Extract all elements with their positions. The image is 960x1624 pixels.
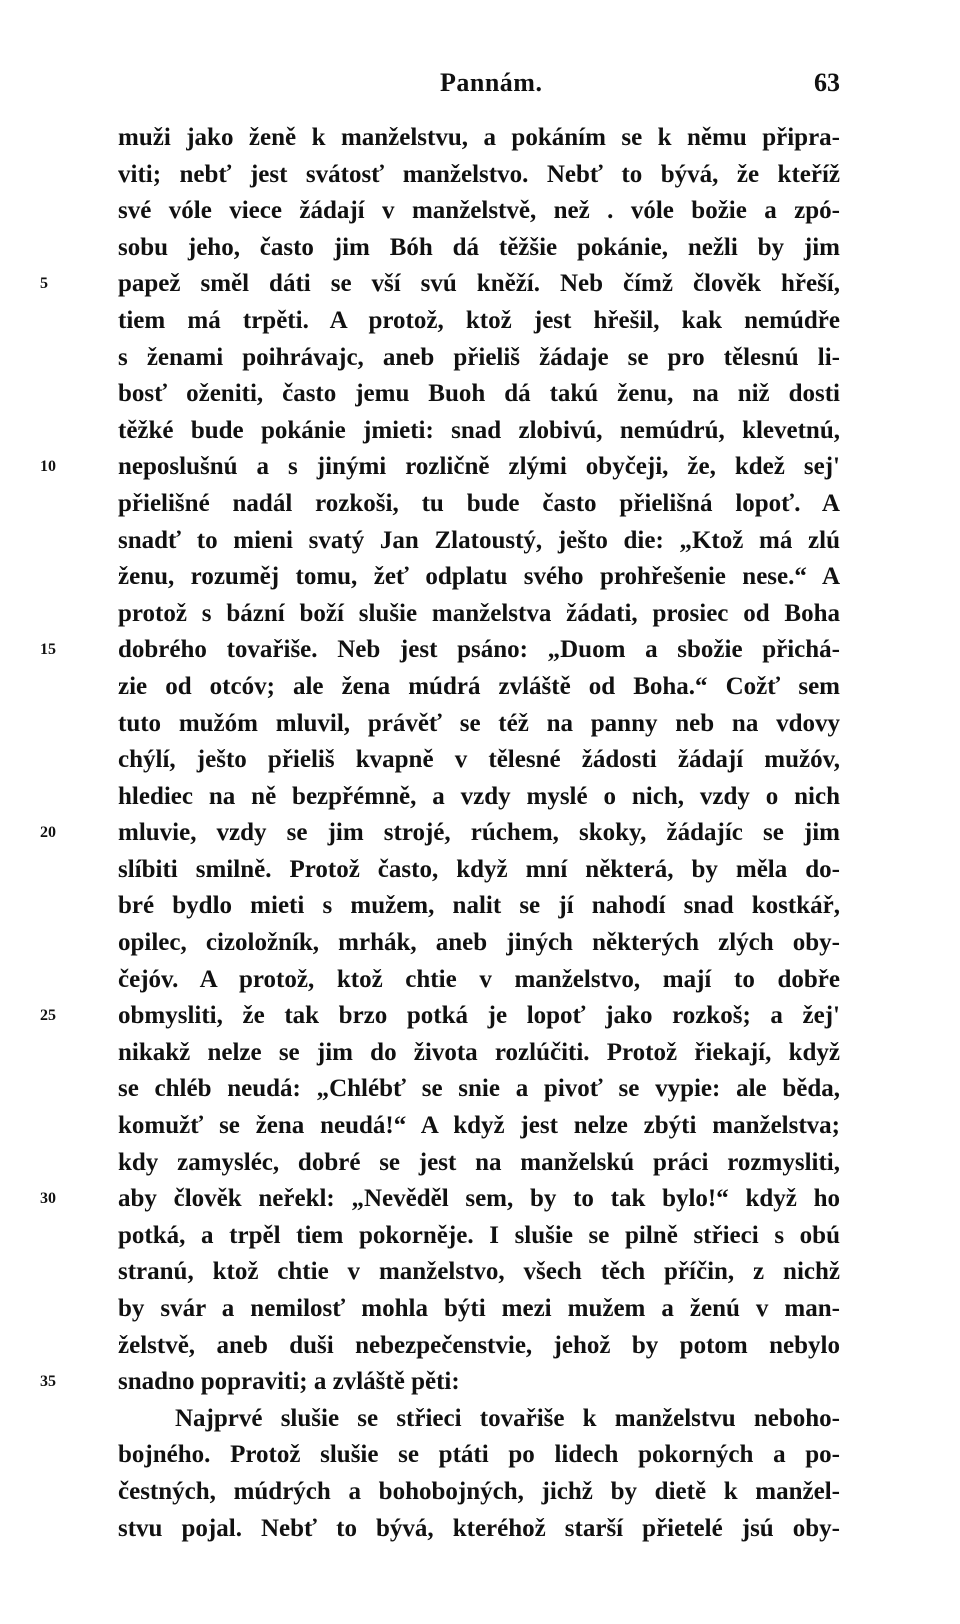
text-line bbox=[0, 632, 960, 669]
line-text: tiem má trpěti. A protož, ktož jest hřešil, kak nemúdře bbox=[118, 306, 840, 334]
line-text: chýlí, ješto přieliš kvapně v tělesné žádosti žádají mužóv, bbox=[118, 746, 840, 774]
text-line bbox=[0, 193, 960, 230]
line-text: kdy zamysléc, dobré se jest na manželskú práci rozmysliti, bbox=[118, 1148, 840, 1176]
line-text: s ženami poihrávajc, aneb přieliš žádaje se pro tělesnú li- bbox=[118, 343, 840, 371]
line-text: snadť to mieni svatý Jan Zlatoustý, ješto die: „Ktož má zlú bbox=[118, 526, 840, 554]
text-line bbox=[0, 120, 960, 157]
line-text: bojného. Protož slušie se ptáti po lidech pokorných a po- bbox=[118, 1441, 840, 1469]
line-text: viti; nebť jest svátosť manželstvo. Nebť to bývá, že kteříž bbox=[118, 160, 840, 188]
line-text: stvu pojal. Nebť to bývá, kteréhož starší přietelé jsú oby- bbox=[118, 1514, 840, 1542]
text-line bbox=[0, 1145, 960, 1182]
text-line bbox=[0, 925, 960, 962]
text-line bbox=[0, 1254, 960, 1291]
text-line bbox=[0, 266, 960, 303]
line-text: bré bydlo mieti s mužem, nalit se jí nahodí snad kostkář, bbox=[118, 892, 840, 920]
text-line bbox=[0, 1511, 960, 1548]
line-text: nikakž nelze se jim do života rozlúčiti. Protož řiekají, když bbox=[118, 1038, 840, 1066]
line-number: 5 bbox=[40, 275, 48, 293]
text-line bbox=[0, 559, 960, 596]
text-line bbox=[0, 1364, 960, 1401]
text-line bbox=[0, 852, 960, 889]
text-line bbox=[0, 230, 960, 267]
line-text: své vóle viece žádají v manželstvě, než . vóle božie a zpó- bbox=[118, 197, 840, 225]
running-head bbox=[120, 68, 840, 108]
line-number: 15 bbox=[40, 641, 56, 659]
text-line bbox=[0, 157, 960, 194]
line-text: snadno popraviti; a zvláště pěti: bbox=[118, 1368, 460, 1396]
text-line bbox=[0, 1218, 960, 1255]
line-number: 10 bbox=[40, 458, 56, 476]
line-text: aby člověk neřekl: „Nevěděl sem, by to tak bylo!“ když ho bbox=[118, 1185, 840, 1213]
line-text: potká, a trpěl tiem pokorněje. I slušie se pilně střieci s obú bbox=[118, 1221, 840, 1249]
text-line bbox=[0, 815, 960, 852]
line-text: Najprvé slušie se střieci tovařiše k manželstvu neboho- bbox=[175, 1404, 840, 1432]
line-number: 30 bbox=[40, 1190, 56, 1208]
line-text: dobrého tovařiše. Neb jest psáno: „Duom a sbožie přichá- bbox=[118, 636, 840, 664]
line-text: želstvě, aneb duši nebezpečenstvie, jehož by potom nebylo bbox=[118, 1331, 840, 1359]
line-text: zie od otcóv; ale žena múdrá zvláště od Boha.“ Cožť sem bbox=[118, 672, 840, 700]
text-line bbox=[0, 888, 960, 925]
text-line bbox=[0, 669, 960, 706]
text-line bbox=[0, 998, 960, 1035]
page-number: 63 bbox=[814, 68, 840, 97]
text-line bbox=[0, 1328, 960, 1365]
text-line bbox=[0, 706, 960, 743]
line-number: 25 bbox=[40, 1007, 56, 1025]
text-line bbox=[0, 1291, 960, 1328]
line-text: bosť oženiti, často jemu Buoh dá takú ženu, na niž dosti bbox=[118, 380, 840, 408]
text-line bbox=[0, 1437, 960, 1474]
line-text: stranú, ktož chtie v manželstvo, všech těch příčin, z nichž bbox=[118, 1258, 840, 1286]
text-line bbox=[0, 1035, 960, 1072]
text-line bbox=[0, 303, 960, 340]
line-text: neposlušnú a s jinými rozličně zlými obyčeji, že, kdež sej' bbox=[118, 453, 840, 481]
line-text: komužť se žena neudá!“ A když jest nelze zbýti manželstva; bbox=[118, 1112, 840, 1140]
line-text: čestných, múdrých a bohobojných, jichž by dietě k manžel- bbox=[118, 1477, 840, 1505]
line-number: 35 bbox=[40, 1373, 56, 1391]
text-line bbox=[0, 376, 960, 413]
text-line bbox=[0, 449, 960, 486]
line-text: muži jako ženě k manželstvu, a pokáním se k němu připra- bbox=[118, 124, 840, 151]
line-text: opilec, cizoložník, mrhák, aneb jiných některých zlých oby- bbox=[118, 929, 840, 957]
line-text: přielišné nadál rozkoši, tu bude často přielišná lopoť. A bbox=[118, 489, 840, 517]
running-title: Pannám. bbox=[440, 68, 543, 97]
line-text: mluvie, vzdy se jim strojé, rúchem, skoky, žádajíc se jim bbox=[118, 819, 840, 847]
line-text: těžké bude pokánie jmieti: snad zlobivú, nemúdrú, klevetnú, bbox=[118, 416, 840, 444]
line-text: by svár a nemilosť mohla býti mezi mužem a ženú v man- bbox=[118, 1295, 840, 1322]
text-line bbox=[0, 486, 960, 523]
line-text: protož s bázní boží slušie manželstva žádati, prosiec od Boha bbox=[118, 599, 840, 627]
line-text: ženu, rozuměj tomu, žeť odplatu svého prohřešenie nese.“ A bbox=[118, 563, 840, 591]
text-line bbox=[0, 596, 960, 633]
text-line bbox=[0, 340, 960, 377]
text-line bbox=[0, 523, 960, 560]
text-line bbox=[0, 1474, 960, 1511]
text-line bbox=[0, 779, 960, 816]
text-line bbox=[0, 1108, 960, 1145]
line-text: sobu jeho, často jim Bóh dá těžšie pokánie, nežli by jim bbox=[118, 233, 840, 261]
body-text bbox=[0, 120, 960, 1547]
line-text: čejóv. A protož, ktož chtie v manželstvo, mají to dobře bbox=[118, 965, 840, 993]
line-text: se chléb neudá: „Chlébť se snie a pivoť se vypie: ale běda, bbox=[118, 1075, 840, 1103]
line-text: obmysliti, že tak brzo potká je lopoť jako rozkoš; a žej' bbox=[118, 1002, 840, 1030]
text-line bbox=[0, 413, 960, 450]
text-line bbox=[0, 1071, 960, 1108]
line-text: papež směl dáti se vší svú kněží. Neb čímž člověk hřeší, bbox=[118, 270, 840, 298]
line-number: 20 bbox=[40, 824, 56, 842]
text-line bbox=[0, 742, 960, 779]
text-line bbox=[0, 1401, 960, 1438]
text-line bbox=[0, 1181, 960, 1218]
line-text: hlediec na ně bezpřémně, a vzdy myslé o nich, vzdy o nich bbox=[118, 782, 840, 810]
line-text: slíbiti smilně. Protož často, když mní některá, by měla do- bbox=[118, 855, 840, 883]
line-text: tuto mužóm mluvil, právěť se též na panny neb na vdovy bbox=[118, 709, 840, 737]
text-line bbox=[0, 962, 960, 999]
